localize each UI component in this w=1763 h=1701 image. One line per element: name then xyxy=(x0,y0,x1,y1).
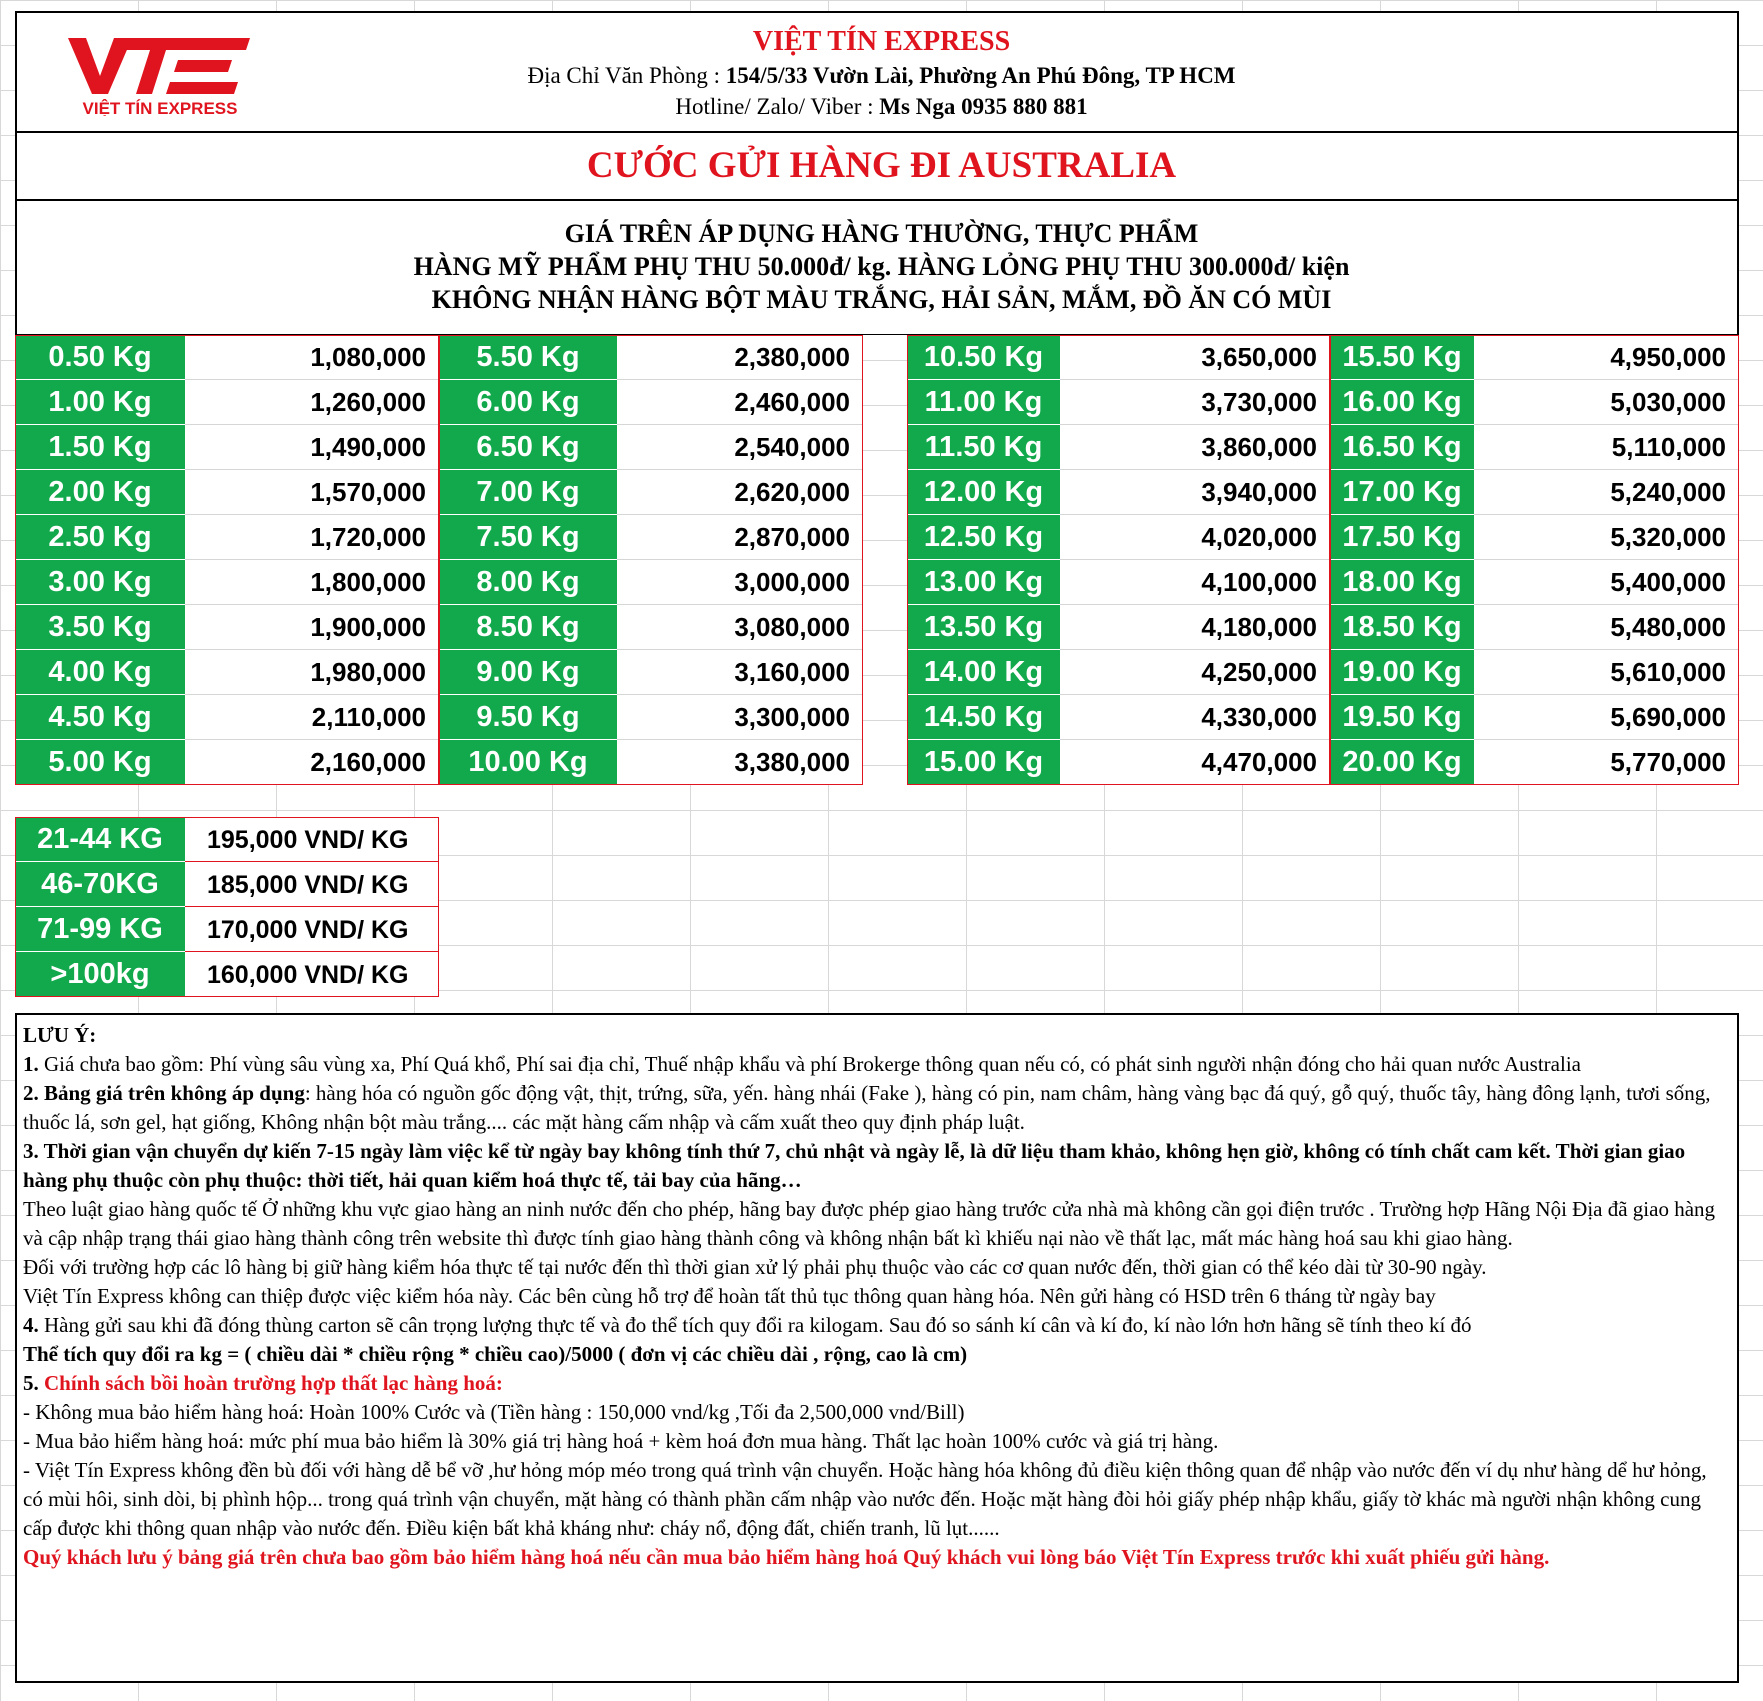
price-cell: 3,080,000 xyxy=(617,605,863,650)
weight-cell: 17.00 Kg xyxy=(1330,470,1474,515)
weight-cell: 11.00 Kg xyxy=(907,380,1060,425)
weight-cell: 15.50 Kg xyxy=(1330,335,1474,380)
price-cell: 3,160,000 xyxy=(617,650,863,695)
weight-cell: 10.50 Kg xyxy=(907,335,1060,380)
price-cell: 1,720,000 xyxy=(185,515,439,560)
price-cell: 4,470,000 xyxy=(1060,740,1330,785)
svg-text:VIỆT TÍN EXPRESS: VIỆT TÍN EXPRESS xyxy=(82,99,238,116)
price-cell: 3,650,000 xyxy=(1060,335,1330,380)
rate-price-cell: 160,000 VND/ KG xyxy=(185,952,439,997)
weight-cell: 1.00 Kg xyxy=(15,380,185,425)
note-3a: Theo luật giao hàng quốc tế Ở những khu vực giao hàng an ninh nước đến cho phép, hãng bay được phép giao hàng trước cửa nhà mà không cần gọi điện trước . Trường hợp Hãng Nội Địa đã giao hàng và cập nhập trạng thái giao hàng thành công trên website thì được tính giao hàng thành công và không nhận bất kì khiếu nại nào về thất lạc, mất mác hàng hoá sau khi giao hàng. xyxy=(23,1197,1716,1250)
office-address xyxy=(0,63,1763,89)
price-cell: 5,690,000 xyxy=(1474,695,1739,740)
weight-cell: 8.50 Kg xyxy=(439,605,617,650)
weight-cell: 19.00 Kg xyxy=(1330,650,1474,695)
page-title: CƯỚC GỬI HÀNG ĐI AUSTRALIA xyxy=(586,145,1177,186)
price-cell: 3,730,000 xyxy=(1060,380,1330,425)
note-1: 1. Giá chưa bao gồm: Phí vùng sâu vùng xa, Phí Quá khổ, Phí sai địa chỉ, Thuế nhập khẩu và phí Brokerge thông quan nếu có, có phát sinh người nhận đóng cho hải quan nước Australia xyxy=(23,1052,1581,1076)
weight-cell: 14.00 Kg xyxy=(907,650,1060,695)
price-cell: 3,000,000 xyxy=(617,560,863,605)
weight-cell: 16.50 Kg xyxy=(1330,425,1474,470)
weight-cell: 12.00 Kg xyxy=(907,470,1060,515)
weight-cell: 16.00 Kg xyxy=(1330,380,1474,425)
rate-price-cell: 195,000 VND/ KG xyxy=(185,817,439,862)
weight-cell: 18.50 Kg xyxy=(1330,605,1474,650)
price-cell: 4,100,000 xyxy=(1060,560,1330,605)
weight-cell: 7.00 Kg xyxy=(439,470,617,515)
note-3b: Đối với trường hợp các lô hàng bị giữ hàng kiểm hóa thực tế tại nước đến thì thời gian xử lý phải phụ thuộc vào các cơ quan nước đến, thời gian có thể kéo dài từ 30-90 ngày. xyxy=(23,1255,1487,1279)
weight-cell: 12.50 Kg xyxy=(907,515,1060,560)
weight-cell: 17.50 Kg xyxy=(1330,515,1474,560)
rate-weight-cell: 46-70KG xyxy=(15,862,185,907)
weight-cell: 13.50 Kg xyxy=(907,605,1060,650)
weight-cell: 14.50 Kg xyxy=(907,695,1060,740)
price-cell: 4,020,000 xyxy=(1060,515,1330,560)
price-cell: 5,320,000 xyxy=(1474,515,1739,560)
price-cell: 1,980,000 xyxy=(185,650,439,695)
weight-cell: 20.00 Kg xyxy=(1330,740,1474,785)
price-cell: 2,110,000 xyxy=(185,695,439,740)
price-cell: 3,300,000 xyxy=(617,695,863,740)
price-cell: 2,540,000 xyxy=(617,425,863,470)
price-cell: 3,380,000 xyxy=(617,740,863,785)
note-5a: - Không mua bảo hiểm hàng hoá: Hoàn 100% Cước và (Tiền hàng : 150,000 vnd/kg ,Tối đa 2,500,000 vnd/Bill) xyxy=(23,1400,965,1424)
weight-cell: 5.00 Kg xyxy=(15,740,185,785)
weight-cell: 15.00 Kg xyxy=(907,740,1060,785)
weight-cell: 10.00 Kg xyxy=(439,740,617,785)
price-cell: 3,860,000 xyxy=(1060,425,1330,470)
price-cell: 2,380,000 xyxy=(617,335,863,380)
notice-line-3: KHÔNG NHẬN HÀNG BỘT MÀU TRẮNG, HẢI SẢN, MẮM, ĐỒ ĂN CÓ MÙI xyxy=(431,285,1332,314)
price-cell: 1,080,000 xyxy=(185,335,439,380)
hotline-value: Ms Nga 0935 880 881 xyxy=(879,94,1088,119)
note-3c: Việt Tín Express không can thiệp được việc kiểm hóa này. Các bên cùng hỗ trợ để hoàn tất thủ tục thông quan hàng hóa. Nên gửi hàng có HSD trên 6 tháng từ ngày bay xyxy=(23,1284,1436,1308)
rate-price-cell: 170,000 VND/ KG xyxy=(185,907,439,952)
price-cell: 2,620,000 xyxy=(617,470,863,515)
price-cell: 4,250,000 xyxy=(1060,650,1330,695)
weight-cell: 13.00 Kg xyxy=(907,560,1060,605)
price-cell: 5,480,000 xyxy=(1474,605,1739,650)
note-3: 3. Thời gian vận chuyển dự kiến 7-15 ngày làm việc kể từ ngày bay không tính thứ 7, chủ nhật và ngày lễ, là dữ liệu tham khảo, không hẹn giờ, không có tính chất cam kết. Thời gian giao hàng phụ thuộc còn phụ thuộc: thời tiết, hải quan kiểm hoá thực tế, tải bay của hãng… xyxy=(23,1139,1686,1192)
hotline-label: Hotline/ Zalo/ Viber : xyxy=(675,94,874,119)
hotline xyxy=(0,94,1763,120)
price-cell: 5,240,000 xyxy=(1474,470,1739,515)
price-cell: 5,400,000 xyxy=(1474,560,1739,605)
company-name: VIỆT TÍN EXPRESS xyxy=(752,26,1011,57)
price-cell: 1,900,000 xyxy=(185,605,439,650)
price-cell: 1,260,000 xyxy=(185,380,439,425)
rate-weight-cell: 71-99 KG xyxy=(15,907,185,952)
weight-cell: 3.50 Kg xyxy=(15,605,185,650)
price-cell: 5,110,000 xyxy=(1474,425,1739,470)
price-cell: 1,570,000 xyxy=(185,470,439,515)
weight-cell: 6.00 Kg xyxy=(439,380,617,425)
note-5c: - Việt Tín Express không đền bù đối với hàng dễ bể vỡ ,hư hỏng móp méo trong quá trình vận chuyển. Hoặc hàng hóa không đủ điều kiện thông quan để nhập vào nước đến ví dụ như hàng dể hư hỏng, có mùi hôi, sinh dòi, bị phình hộp... trong quá trình vận chuyển, mặt hàng có thành phần cấm nhập vào nước đến. Hoặc mặt hàng đòi hỏi giấy phép nhập khẩu, giấy tờ khác mà người nhận không cung cấp được khi thông quan nhập vào nước đến. Điều kiện bất khả kháng như: cháy nổ, động đất, chiến tranh, lũ lụt...... xyxy=(23,1458,1707,1540)
note-4: 4. Hàng gửi sau khi đã đóng thùng carton sẽ cân trọng lượng thực tế và đo thể tích quy đổi ra kilogam. Sau đó so sánh kí cân và kí đo, kí nào lớn hơn hãng sẽ tính theo kí đó xyxy=(23,1313,1472,1337)
notice-line-2: HÀNG MỸ PHẨM PHỤ THU 50.000đ/ kg. HÀNG LỎNG PHỤ THU 300.000đ/ kiện xyxy=(413,252,1350,281)
price-cell: 4,330,000 xyxy=(1060,695,1330,740)
weight-cell: 2.00 Kg xyxy=(15,470,185,515)
weight-cell: 6.50 Kg xyxy=(439,425,617,470)
rate-weight-cell: >100kg xyxy=(15,952,185,997)
weight-cell: 3.00 Kg xyxy=(15,560,185,605)
price-cell: 3,940,000 xyxy=(1060,470,1330,515)
notes-section xyxy=(15,1013,1739,1683)
note-4-formula: Thể tích quy đổi ra kg = ( chiều dài * chiều rộng * chiều cao)/5000 ( đơn vị các chiều dài , rộng, cao là cm) xyxy=(23,1342,968,1366)
weight-cell: 9.00 Kg xyxy=(439,650,617,695)
weight-cell: 8.00 Kg xyxy=(439,560,617,605)
weight-cell: 5.50 Kg xyxy=(439,335,617,380)
price-cell: 4,950,000 xyxy=(1474,335,1739,380)
weight-cell: 4.00 Kg xyxy=(15,650,185,695)
price-cell: 5,770,000 xyxy=(1474,740,1739,785)
weight-cell: 19.50 Kg xyxy=(1330,695,1474,740)
final-note: Quý khách lưu ý bảng giá trên chưa bao gồm bảo hiểm hàng hoá nếu cần mua bảo hiểm hàng hoá Quý khách vui lòng báo Việt Tín Express trước khi xuất phiếu gửi hàng. xyxy=(23,1545,1550,1569)
note-5: 5. Chính sách bồi hoàn trường hợp thất lạc hàng hoá: xyxy=(23,1371,503,1395)
weight-cell: 9.50 Kg xyxy=(439,695,617,740)
price-cell: 5,030,000 xyxy=(1474,380,1739,425)
address-label: Địa Chỉ Văn Phòng : xyxy=(527,63,720,88)
rate-weight-cell: 21-44 KG xyxy=(15,817,185,862)
weight-cell: 0.50 Kg xyxy=(15,335,185,380)
note-2: 2. Bảng giá trên không áp dụng: hàng hóa có nguồn gốc động vật, thịt, trứng, sữa, yến. hàng nhái (Fake ), hàng có pin, nam châm, hàng vàng bạc đá quý, gỗ quý, thuốc tây, hàng đông lạnh, tươi sống, thuốc lá, sơn gel, hạt giống, Không nhận bột màu trắng.... các mặt hàng cấm nhập và cấm xuất theo quy định pháp luật. xyxy=(23,1081,1711,1134)
weight-cell: 2.50 Kg xyxy=(15,515,185,560)
rate-price-cell: 185,000 VND/ KG xyxy=(185,862,439,907)
price-cell: 1,490,000 xyxy=(185,425,439,470)
notes-heading: LƯU Ý: xyxy=(23,1023,97,1047)
price-cell: 2,460,000 xyxy=(617,380,863,425)
price-cell: 1,800,000 xyxy=(185,560,439,605)
weight-cell: 7.50 Kg xyxy=(439,515,617,560)
price-cell: 2,160,000 xyxy=(185,740,439,785)
note-5b: - Mua bảo hiểm hàng hoá: mức phí mua bảo hiểm là 30% giá trị hàng hoá + kèm hoá đơn mua hàng. Thất lạc hoàn 100% cước và giá trị hàng. xyxy=(23,1429,1219,1453)
notice-line-1: GIÁ TRÊN ÁP DỤNG HÀNG THƯỜNG, THỰC PHẨM xyxy=(564,219,1199,248)
weight-cell: 18.00 Kg xyxy=(1330,560,1474,605)
price-cell: 4,180,000 xyxy=(1060,605,1330,650)
price-cell: 5,610,000 xyxy=(1474,650,1739,695)
weight-cell: 4.50 Kg xyxy=(15,695,185,740)
weight-cell: 1.50 Kg xyxy=(15,425,185,470)
price-cell: 2,870,000 xyxy=(617,515,863,560)
weight-cell: 11.50 Kg xyxy=(907,425,1060,470)
address-value: 154/5/33 Vườn Lài, Phường An Phú Đông, TP HCM xyxy=(725,63,1236,88)
